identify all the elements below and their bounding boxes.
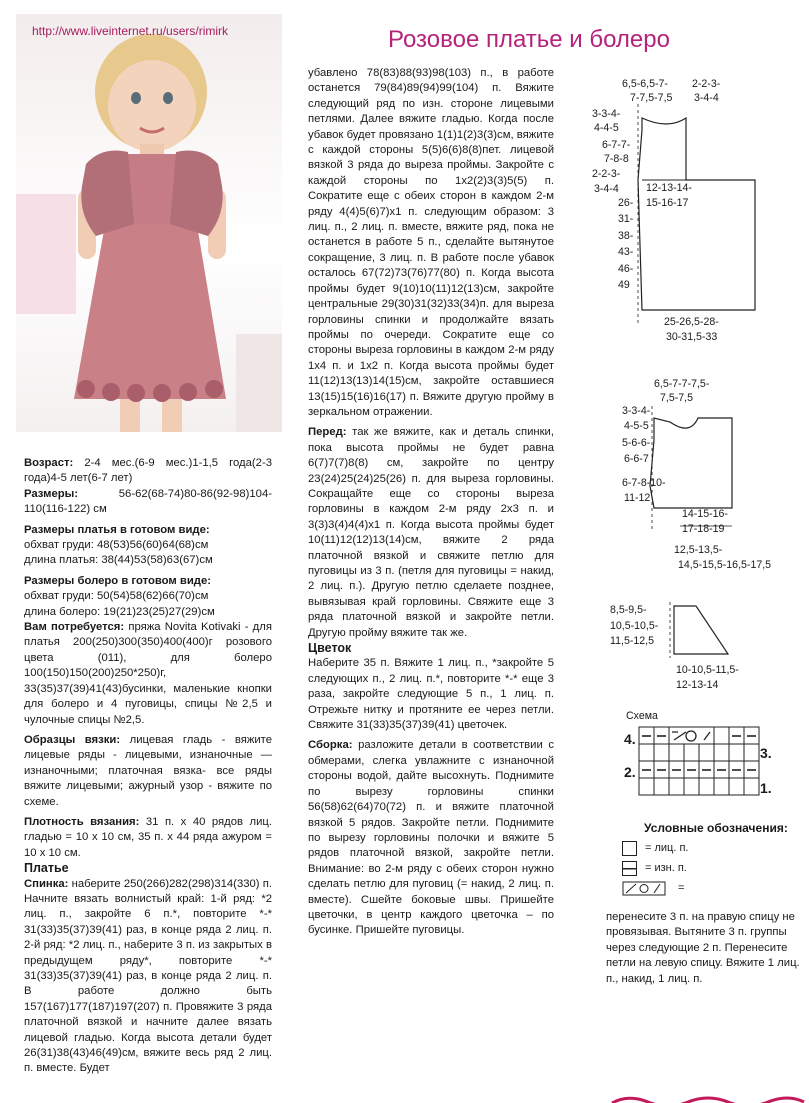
row-3-label: 3. bbox=[760, 745, 772, 761]
knit-stitch-symbol-icon bbox=[622, 841, 637, 856]
knitting-chart bbox=[638, 726, 760, 798]
patterns-value: лицевая гладь - вяжите лицевые ряды - лицевыми, изнаночные — изнаночными; платочная вязка- все ряды вяжите лицевыми; ажурный узор - вяжите по схеме. bbox=[24, 733, 273, 808]
d1-l6: 3-4-4 bbox=[594, 183, 619, 195]
source-url[interactable]: http://www.liveinternet.ru/users/rimirk bbox=[32, 24, 229, 38]
materials-label: Вам потребуется: bbox=[24, 621, 125, 634]
d1-l1: 3-3-4- bbox=[592, 108, 621, 120]
d2-bot-b: 14,5-15,5-16,5-17,5 bbox=[678, 559, 772, 571]
d1-h1: 26- bbox=[618, 197, 634, 209]
flower-heading: Цветок bbox=[308, 641, 352, 656]
d2-l4: 6-6-7 bbox=[624, 453, 649, 465]
d3-l3: 11,5-12,5 bbox=[610, 635, 654, 647]
back-label: Спинка: bbox=[24, 877, 69, 890]
sizes-label: Размеры: bbox=[24, 487, 79, 500]
materials-value: пряжа Novita Kotivaki - для платья 200(250)300(350)400(400)г розового цвета (011), для болеро 100(150)150(200)250*250)г, 33(35)37(39)41(43)бусинки, маленькие кнопки для болеро и 4 пуговицы, спицы №2,5 и чулочные спицы №2,5. bbox=[24, 621, 272, 726]
back-continued: убавлено 78(83)88(93)98(103) п., в работе останется 79(84)89(94)99(104) п. Вяжите следующий ряд по изн. стороне лицевыми петлями. Далее вяжите гладью. Когда после убавок будет провязано 1(1)1(2)3(3)см, вяжите с каждой стороны 5(5)6(6)8(8)пет. лицевой вязкой 3 ряда до выреза проймы. Закройте с каждой стороны по 1х2(2)3(3)5(5) п. Сократите еще с обеих сторон в каждом 2-м ряду 4(4)5(6)7)х1 п. следующим образом: 3 лиц. п., 2 лиц. п. вместе, вяжите ряд, пока не останется в работе 5 п., сделайте вытянутое сокращение, 3 лиц. п. В работе после убавок осталось 67(72)73(76)77(80) п. Когда высота проймы будет 9(10)10(11)12(13)см, закройте центральные 29(30)31(32)33(34)п. для выреза горловины спинки и продолжайте вязать проймы по очереди. Сократите еще со стороны выреза горловины в каждом 2-м ряду 1х4 п. и 1х2 п. Когда высота проймы будет 11(12)13(13)14(15)см, закройте оставшиеся 13(15)15(16)16(17) п. Вяжите другую пройму в зеркальном отражении. bbox=[308, 67, 554, 418]
girl-in-pink-dress-illustration bbox=[16, 14, 282, 432]
age-value: 2-4 мес.(6-9 мес.)1-1,5 года(2-3 года)4-5 лет(6-7 лет) bbox=[24, 457, 273, 485]
sleeve-pattern-diagram bbox=[660, 600, 740, 660]
flower-value: Наберите 35 п. Вяжите 1 лиц. п., *закройте 5 следующих п., 2 лиц. п.*, повторите *-* еще 3 раза, закройте следующие 5 п., 1 лиц. п. Отрежьте нитку и протяните ее через петли. Свяжите 31(33)35(37)39(41) цветочек. bbox=[308, 657, 554, 732]
d1-l2: 4-4-5 bbox=[594, 122, 619, 134]
middle-column bbox=[308, 66, 554, 939]
assembly-value: разложите детали в соответствии с обмерами, слегка увлажните с изнаночной стороны водой, дайте высохнуть. Поднимите по вырезу горловины спинки 56(58)62(64)70(72) п. и вяжите платочной вязкой 5 рядов. Закройте петли. Поднимите по вырезу горловины полочки и вяжите 5 рядов платочной вязкой, закройте петли. Внимание: во 2-м ряду с обеих сторон нужно сделать петлю для пуговиц (= накид, 2 лиц. п. вместе). Сшейте боковые швы. Пришейте цветочки, в центр каждого цветочка – по бусинке. Пришейте пуговицы. bbox=[308, 739, 554, 937]
dress-heading: Платье bbox=[24, 861, 69, 876]
d1-top-b: 7-7,5-7,5 bbox=[630, 92, 673, 104]
d1-bot-b: 30-31,5-33 bbox=[666, 331, 718, 343]
d1-top-a: 6,5-6,5-7- bbox=[622, 78, 668, 90]
d2-l6: 11-12 bbox=[624, 492, 651, 504]
row-1-label: 1. bbox=[760, 780, 772, 796]
d1-h6: 49 bbox=[618, 279, 630, 291]
d2-l5: 6-7-8-10- bbox=[622, 477, 666, 489]
d1-bot-a: 25-26,5-28- bbox=[664, 316, 719, 328]
legend-purl-row bbox=[622, 858, 802, 878]
d1-h3: 38- bbox=[618, 230, 634, 242]
d2-top-b: 7,5-7,5 bbox=[660, 392, 693, 404]
assembly-label: Сборка: bbox=[308, 739, 353, 752]
d2-l3: 5-6-6- bbox=[622, 437, 651, 449]
density-value: 31 п. х 40 рядов лиц. гладью = 10 х 10 см, 35 п. х 44 ряда ажуром = 10 х 10 см. bbox=[24, 815, 273, 859]
d1-l4: 7-8-8 bbox=[604, 153, 629, 165]
d1-mid-a: 12-13-14- bbox=[646, 182, 692, 194]
d2-top-a: 6,5-7-7-7,5- bbox=[654, 378, 710, 390]
d1-h5: 46- bbox=[618, 263, 634, 275]
legend-purl-text: = изн. п. bbox=[645, 862, 687, 874]
d2-mid-b: 17-18-19 bbox=[682, 523, 725, 535]
row-2-label: 2. bbox=[624, 764, 636, 780]
d2-mid-a: 14-15-16- bbox=[682, 508, 728, 520]
dress-sizes-heading: Размеры платья в готовом виде: bbox=[24, 523, 210, 536]
bolero-chest: обхват груди: 50(54)58(62)66(70)см bbox=[24, 590, 209, 603]
d2-l2: 4-5-5 bbox=[624, 420, 649, 432]
row-4-label: 4. bbox=[624, 731, 636, 747]
legend-title: Условные обозначения: bbox=[644, 821, 788, 835]
bolero-sizes-heading: Размеры болеро в готовом виде: bbox=[24, 574, 212, 587]
patterns-label: Образцы вязки: bbox=[24, 733, 121, 746]
d1-l3: 6-7-7- bbox=[602, 139, 631, 151]
back-value: наберите 250(266)282(298)314(330) п. Начните вязать волнистый край: 1-й ряд: *2 лиц. п., закройте 6 п.*, повторите *-* 31(33)35(37)39(41) раз, в конце ряда 2 лиц. п. 2-й ряд: *2 лиц. п., наберите 3 п. из закрытых в предыдущем ряду*, повторите *-* 31(33)35(37)39(41) раз, в конце ряда 2 лиц. п. В работе должно быть 157(167)177(187)197(207) п. Провяжите 3 ряда платочной вязкой и начните далее вязать лицевой гладью. Когда высота детали будет 26(31)38(43)46(49)см, вяжите весь ряд 2 лиц. п. вместе. Будет bbox=[24, 877, 272, 1075]
d1-h4: 43- bbox=[618, 246, 634, 258]
d1-mid-b: 15-16-17 bbox=[646, 197, 689, 209]
legend-note: перенесите 3 п. на правую спицу не провязывая. Вытяните 3 п. группы через следующие 2 п. Перенесите петли на левую спицу. Вяжите 1 лиц. п., накид, 1 лиц. п. bbox=[606, 911, 800, 985]
page-title: Розовое платье и болеро bbox=[388, 26, 670, 53]
dress-length: длина платья: 38(44)53(58)63(67)см bbox=[24, 554, 213, 567]
decorative-red-script bbox=[608, 1094, 808, 1103]
dress-photo bbox=[16, 14, 282, 432]
scheme-title: Схема bbox=[626, 710, 658, 722]
purl-stitch-symbol-icon bbox=[622, 861, 637, 876]
legend-cable-row: = bbox=[622, 878, 802, 898]
cable-stitch-symbol-icon bbox=[622, 881, 672, 896]
d3-bot-a: 10-10,5-11,5- bbox=[676, 664, 739, 676]
legend bbox=[622, 818, 802, 898]
d1-top-d: 3-4-4 bbox=[694, 92, 719, 104]
legend-knit-row bbox=[622, 838, 802, 858]
front-label: Перед: bbox=[308, 426, 347, 439]
d3-bot-b: 12-13-14 bbox=[676, 679, 719, 691]
dress-chest: обхват груди: 48(53)56(60)64(68)см bbox=[24, 539, 209, 552]
legend-knit-text: = лиц. п. bbox=[645, 842, 689, 854]
d1-l5: 2-2-3- bbox=[592, 168, 621, 180]
d3-l2: 10,5-10,5- bbox=[610, 620, 659, 632]
age-label: Возраст: bbox=[24, 457, 74, 469]
d1-h2: 31- bbox=[618, 213, 634, 225]
left-column bbox=[24, 456, 272, 1077]
d1-top-c: 2-2-3- bbox=[692, 78, 721, 90]
sizes-value: 56-62(68-74)80-86(92-98)104-110(116-122) см bbox=[24, 487, 272, 516]
d3-l1: 8,5-9,5- bbox=[610, 604, 647, 616]
bolero-length: длина болеро: 19(21)23(25)27(29)см bbox=[24, 605, 215, 618]
d2-bot-a: 12,5-13,5- bbox=[674, 544, 723, 556]
front-value: так же вяжите, как и деталь спинки, пока высота проймы не будет равна 6(7)7(7)8(8) см, закройте по центру 23(24)25(24)25(26) п. для выреза горловины. Сокращайте еще со стороны выреза горловины в каждом 2-м ряду 2х3 п. и 3(3)3(4)4(4)х1 п. Когда высота проймы будет 10(11)12(12)13(14)см, вяжите 2 ряда платочной вязкой и свяжите петлю для пуговицы из 3 п. (петля для пуговицы = накид, 2 лиц. п.). Другую петлю сделаете позднее, вывязывая край горловины. Свяжите еще 3 ряда платочной вязкой и закройте петли. Другую пройму вяжите так же. bbox=[308, 426, 555, 639]
density-label: Плотность вязания: bbox=[24, 815, 140, 828]
d2-l1: 3-3-4- bbox=[622, 405, 651, 417]
